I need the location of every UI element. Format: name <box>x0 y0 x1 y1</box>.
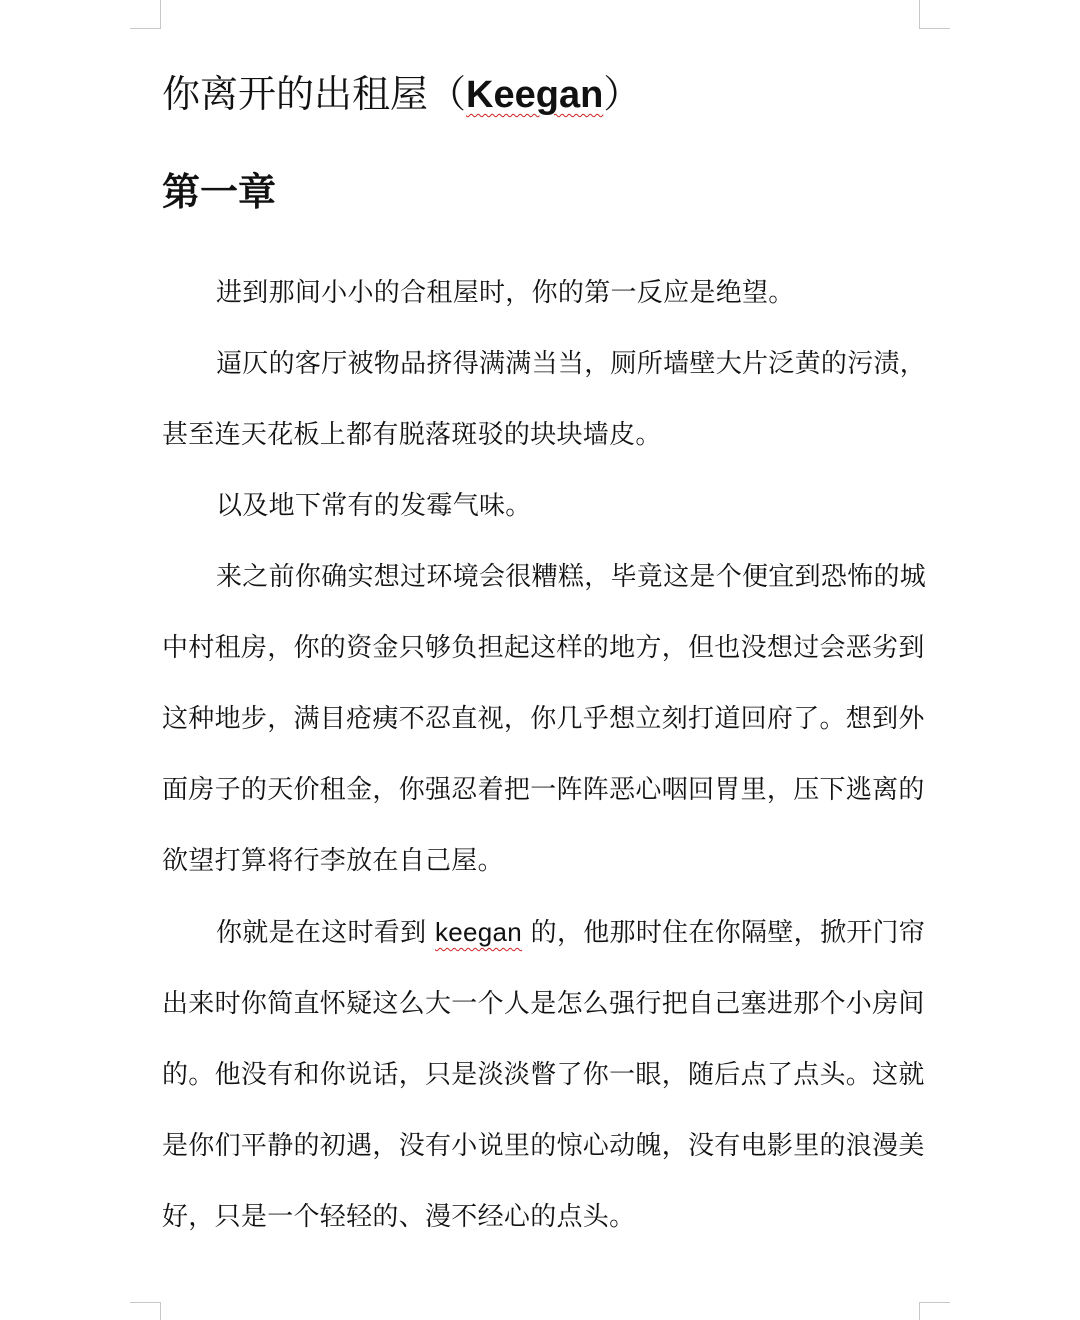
page-corner-mark-bottom-left <box>130 1302 161 1320</box>
paragraph-text-before: 你就是在这时看到 <box>216 918 435 948</box>
paragraph-text-after: 的，他那时住在你隔壁，掀开门帘出来时你简直怀疑这么大一个人是怎么强行把自己塞进那个小房间的。他没有和你说话，只是淡淡瞥了你一眼，随后点了点头。这就是你们平静的初遇，没有小说里的惊心动魄，没有电影里的浪漫美好，只是一个轻轻的、漫不经心的点头。 <box>162 918 926 1232</box>
page-corner-mark-top-right <box>919 0 950 29</box>
page-corner-mark-top-left <box>130 0 161 29</box>
paragraph <box>162 897 938 1253</box>
title-name-spellcheck: Keegan <box>466 74 604 116</box>
paragraph: 逼仄的客厅被物品挤得满满当当，厕所墙壁大片泛黄的污渍，甚至连天花板上都有脱落斑驳的块块墙皮。 <box>162 349 927 450</box>
title-suffix: ） <box>603 72 642 116</box>
paragraph: 来之前你确实想过环境会很糟糕，毕竟这是个便宜到恐怖的城中村租房，你的资金只够负担起这样的地方，但也没想过会恶劣到这种地步，满目疮痍不忍直视，你几乎想立刻打道回府了。想到外面房子的天价租金，你强忍着把一阵阵恶心咽回胃里，压下逃离的欲望打算将行李放在自己屋。 <box>162 562 927 876</box>
name-spellcheck: keegan <box>434 917 523 947</box>
body-text <box>162 258 938 1253</box>
paragraph: 以及地下常有的发霉气味。 <box>216 491 532 521</box>
chapter-heading: 第一章 <box>162 169 277 214</box>
document-title <box>162 66 641 123</box>
title-prefix: 你离开的出租屋（ <box>162 72 467 116</box>
page-corner-mark-bottom-right <box>919 1302 950 1320</box>
paragraph: 进到那间小小的合租屋时，你的第一反应是绝望。 <box>216 278 795 308</box>
